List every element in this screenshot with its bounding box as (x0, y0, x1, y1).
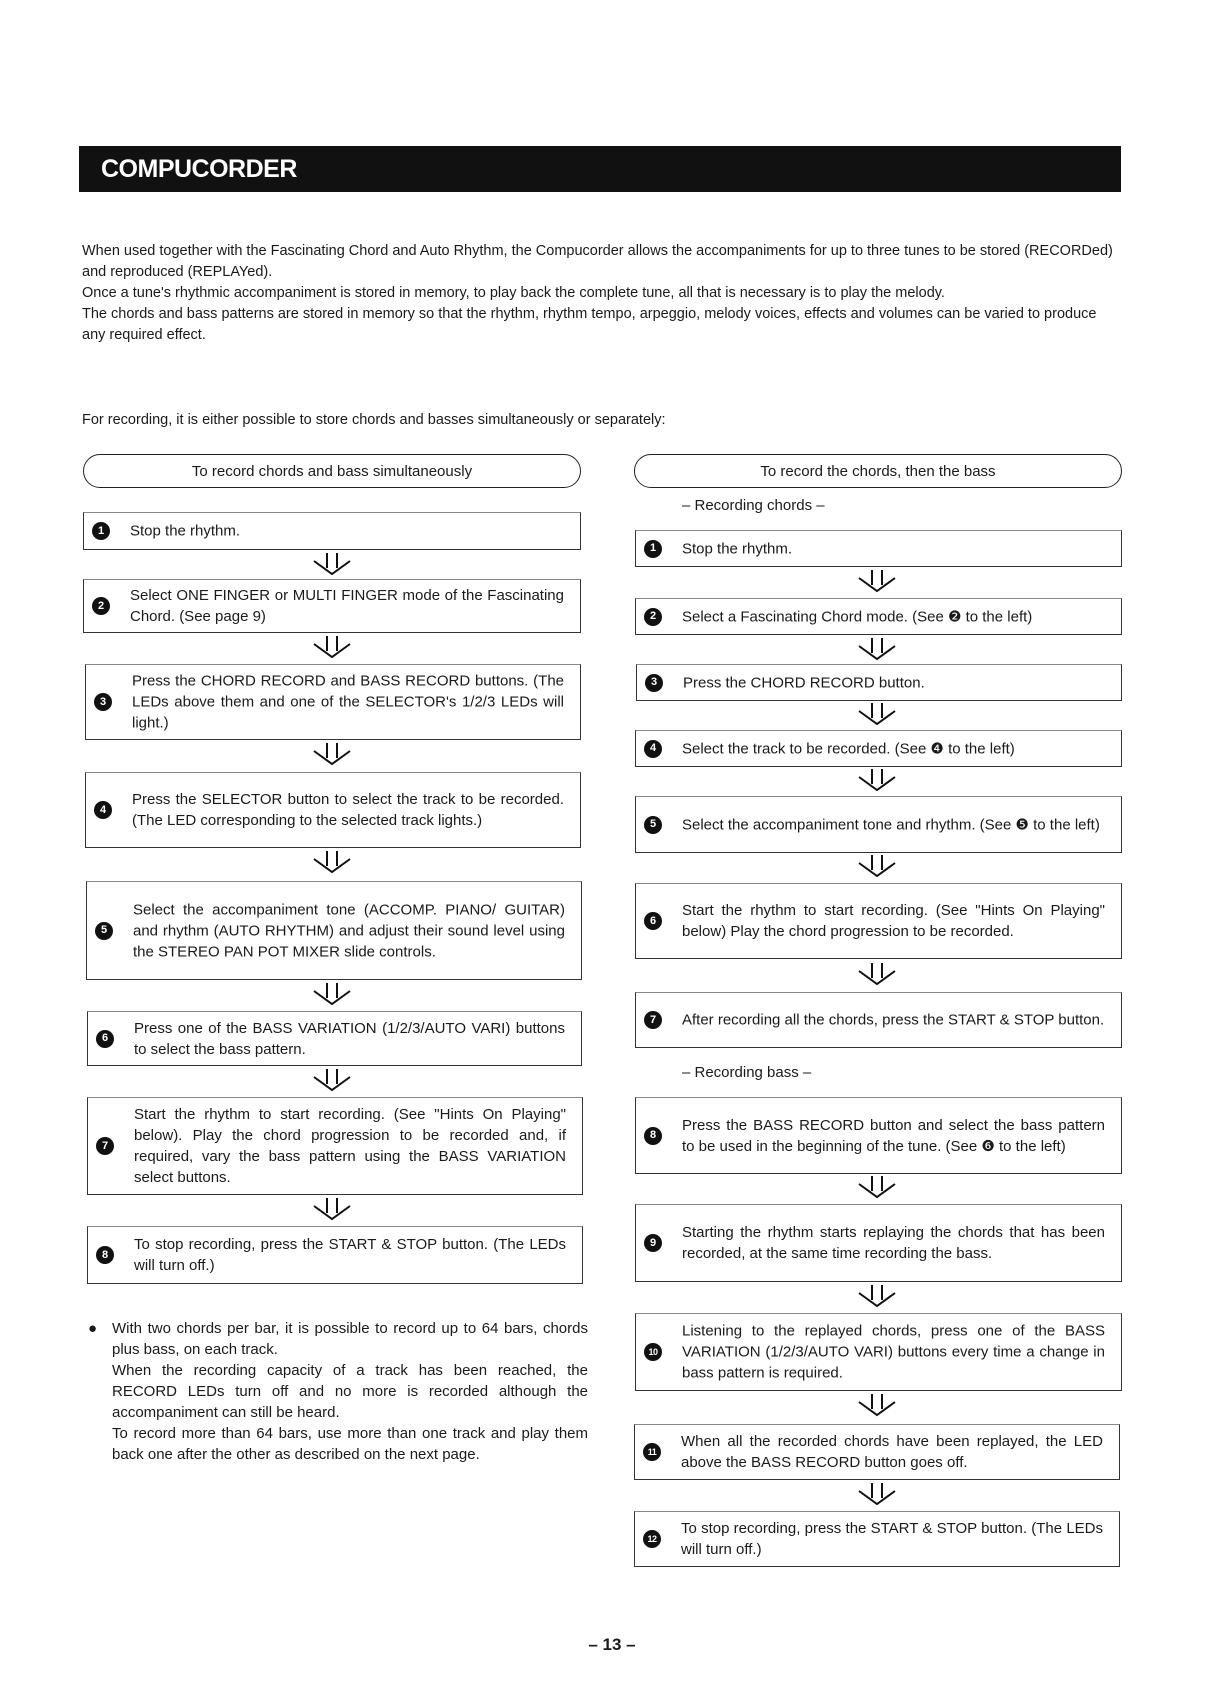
step-number-badge: 6 (644, 912, 662, 930)
step-number-badge: 8 (644, 1127, 662, 1145)
left-step-4 (85, 772, 581, 848)
recording-chords-subheading: – Recording chords – (682, 497, 825, 514)
step-text: Start the rhythm to start recording. (See "Hints On Playing" below) Play the chord progression to be recorded. (682, 902, 1105, 940)
down-arrow-icon (310, 849, 354, 875)
left-step-6 (87, 1011, 582, 1066)
right-step-4 (635, 730, 1122, 767)
step-number-badge: 4 (94, 801, 112, 819)
step-number-badge: 1 (92, 522, 110, 540)
down-arrow-icon (310, 741, 354, 767)
note-paragraph: To record more than 64 bars, use more than one track and play them back one after the other as described on the next page. (112, 1425, 588, 1463)
step-number-badge: 7 (644, 1011, 662, 1029)
down-arrow-icon (310, 1067, 354, 1093)
down-arrow-icon (855, 1481, 899, 1507)
step-text: To stop recording, press the START & STOP button. (The LEDs will turn off.) (681, 1520, 1103, 1558)
down-arrow-icon (855, 1392, 899, 1418)
down-arrow-icon (855, 568, 899, 594)
step-text: Listening to the replayed chords, press one of the BASS VARIATION (1/2/3/AUTO VARI) buttons every time a change in bass pattern is required. (682, 1322, 1105, 1382)
right-step-3 (636, 664, 1122, 701)
section-title-bar (79, 146, 1121, 192)
step-text: Start the rhythm to start recording. (See "Hints On Playing" below). Play the chord progression to be recorded and, if required, vary the bass pattern using the BASS VARIATION select buttons. (134, 1106, 566, 1186)
step-text: Select ONE FINGER or MULTI FINGER mode of the Fascinating Chord. (See page 9) (130, 587, 564, 625)
down-arrow-icon (310, 634, 354, 660)
step-number-badge: 2 (644, 608, 662, 626)
right-step-5 (635, 796, 1122, 853)
step-text: To stop recording, press the START & STOP button. (The LEDs will turn off.) (134, 1236, 566, 1274)
note-paragraph: With two chords per bar, it is possible to record up to 64 bars, chords plus bass, on each track. (112, 1320, 588, 1358)
bullet-icon: ● (88, 1320, 98, 1337)
step-number-badge: 7 (96, 1137, 114, 1155)
step-text: Press one of the BASS VARIATION (1/2/3/AUTO VARI) buttons to select the bass pattern. (134, 1019, 565, 1058)
right-step-11 (634, 1424, 1120, 1480)
step-number-badge: 5 (95, 922, 113, 940)
step-number-badge: 5 (644, 816, 662, 834)
right-step-8 (635, 1097, 1122, 1174)
page-number: – 13 – (588, 1635, 636, 1654)
step-text: Stop the rhythm. (682, 540, 793, 557)
down-arrow-icon (855, 701, 899, 727)
step-number-badge: 8 (96, 1246, 114, 1264)
intro-paragraph: Once a tune's rhythmic accompaniment is stored in memory, to play back the complete tune, all that is necessary is to play the melody. (82, 285, 945, 301)
recording-bass-subheading: – Recording bass – (682, 1064, 812, 1081)
step-text: Press the CHORD RECORD and BASS RECORD buttons. (The LEDs above them and one of the SELECTOR's 1/2/3 LEDs will light.) (132, 672, 564, 732)
down-arrow-icon (310, 551, 354, 577)
step-text: Press the SELECTOR button to select the track to be recorded. (The LED corresponding to the selected track lights.) (132, 791, 564, 829)
right-step-7 (635, 992, 1122, 1048)
step-text: Press the CHORD RECORD button. (683, 674, 925, 691)
step-text: When all the recorded chords have been replayed, the LED above the BASS RECORD button goes off. (681, 1433, 1103, 1471)
step-number-badge: 3 (645, 674, 663, 692)
step-number-badge: 2 (92, 597, 110, 615)
recording-lead-text: For recording, it is either possible to store chords and basses simultaneously or separately: (82, 412, 666, 428)
left-step-5 (86, 881, 582, 980)
right-step-9 (635, 1204, 1122, 1282)
down-arrow-icon (855, 1174, 899, 1200)
down-arrow-icon (855, 767, 899, 793)
step-number-badge: 6 (96, 1030, 114, 1048)
note-paragraph: When the recording capacity of a track has been reached, the RECORD LEDs turn off and no more is recorded although the accompaniment can still be heard. (112, 1362, 588, 1421)
step-text: Select the accompaniment tone (ACCOMP. PIANO/ GUITAR) and rhythm (AUTO RHYTHM) and adjust their sound level using the STEREO PAN POT MIXER slide controls. (133, 901, 565, 960)
intro-paragraph: The chords and bass patterns are stored in memory so that the rhythm, rhythm tempo, arpeggio, melody voices, effects and volumes can be varied to produce any required effect. (82, 306, 1097, 343)
down-arrow-icon (310, 981, 354, 1007)
step-text: Starting the rhythm starts replaying the chords that has been recorded, at the same time recording the bass. (682, 1224, 1105, 1262)
step-number-badge: 11 (643, 1443, 661, 1461)
down-arrow-icon (855, 636, 899, 662)
right-column-heading: To record the chords, then the bass (634, 454, 1122, 488)
right-step-10 (635, 1313, 1122, 1391)
step-text: Select a Fascinating Chord mode. (See ❷ to the left) (682, 608, 1033, 625)
recording-capacity-note (88, 1318, 588, 1465)
intro-text (82, 241, 1118, 346)
step-number-badge: 12 (643, 1530, 661, 1548)
down-arrow-icon (855, 961, 899, 987)
right-step-2 (635, 598, 1122, 635)
right-step-12 (634, 1511, 1120, 1567)
step-number-badge: 3 (94, 693, 112, 711)
section-title: COMPUCORDER (101, 154, 297, 183)
step-number-badge: 10 (644, 1343, 662, 1361)
step-text: Select the accompaniment tone and rhythm. (See ❺ to the left) (682, 816, 1100, 833)
step-number-badge: 4 (644, 740, 662, 758)
left-column-heading: To record chords and bass simultaneously (83, 454, 581, 488)
left-step-3 (85, 664, 581, 740)
intro-paragraph: When used together with the Fascinating Chord and Auto Rhythm, the Compucorder allows the accompaniments for up to three tunes to be stored (RECORDed) and reproduced (REPLAYed). (82, 243, 1113, 280)
down-arrow-icon (310, 1196, 354, 1222)
left-step-7 (87, 1097, 583, 1195)
step-text: Stop the rhythm. (130, 522, 241, 540)
down-arrow-icon (855, 853, 899, 879)
left-step-2 (83, 579, 581, 633)
step-number-badge: 9 (644, 1234, 662, 1252)
down-arrow-icon (855, 1283, 899, 1309)
left-step-1 (83, 512, 581, 550)
step-text: After recording all the chords, press the START & STOP button. (682, 1011, 1105, 1029)
step-number-badge: 1 (644, 540, 662, 558)
right-step-6 (635, 883, 1122, 959)
step-text: Select the track to be recorded. (See ❹ to the left) (682, 740, 1015, 757)
right-step-1 (635, 530, 1122, 567)
step-text: Press the BASS RECORD button and select the bass pattern to be used in the beginning of the tune. (See ❻ to the left) (682, 1116, 1105, 1155)
left-step-8 (87, 1226, 583, 1284)
